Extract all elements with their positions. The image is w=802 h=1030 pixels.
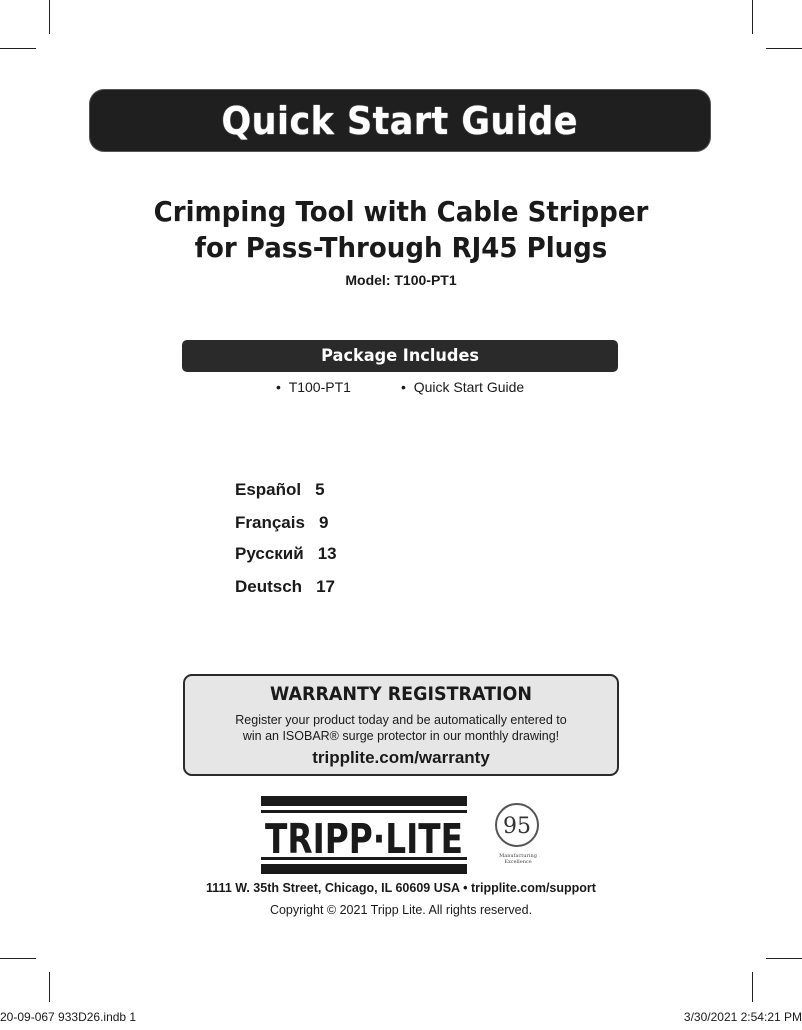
package-item: • T100-PT1 (276, 379, 351, 395)
warranty-title: WARRANTY REGISTRATION (269, 683, 533, 705)
language-page: 13 (317, 544, 337, 563)
language-name: Русский (235, 544, 304, 563)
crop-mark (0, 48, 36, 49)
model-number: Model: T100-PT1 (345, 272, 457, 288)
language-page: 9 (318, 513, 329, 532)
crop-mark (752, 972, 753, 1002)
language-entry[interactable] (235, 544, 337, 564)
crop-mark (766, 958, 802, 959)
package-item: • Quick Start Guide (401, 379, 525, 395)
seal-number: 95 (503, 814, 531, 839)
warranty-link[interactable]: tripplite.com/warranty (312, 748, 490, 767)
crop-mark (752, 0, 753, 34)
language-page: 5 (315, 480, 325, 499)
anniversary-seal (490, 802, 546, 872)
title-banner (90, 90, 710, 151)
package-includes-bar (182, 340, 618, 372)
svg-text:TRIPP·LITE: TRIPP·LITE (265, 815, 463, 863)
crop-mark (49, 972, 50, 1002)
product-title-line2: for Pass-Through RJ45 Plugs (194, 231, 608, 264)
language-name: Deutsch (235, 577, 303, 596)
warranty-line2: win an ISOBAR® surge protector in our monthly drawing! (242, 729, 560, 743)
crop-mark (49, 0, 50, 34)
guide-title: Quick Start Guide (221, 98, 579, 143)
package-item-label: T100-PT1 (288, 379, 351, 395)
warranty-line1: Register your product today and be automatically entered to (235, 713, 567, 727)
language-page: 17 (316, 577, 335, 596)
footer-file-info: 20-09-067 933D26.indb 1 (0, 1010, 137, 1024)
warranty-box (183, 674, 619, 776)
language-entry[interactable] (235, 513, 328, 533)
language-name: Español (235, 480, 302, 499)
copyright: Copyright © 2021 Tripp Lite. All rights reserved. (269, 903, 533, 917)
footer-timestamp: 3/30/2021 2:54:21 PM (683, 1010, 802, 1024)
language-entry[interactable] (235, 577, 335, 597)
seal-emblem (490, 802, 546, 848)
language-name: Français (235, 513, 305, 532)
language-entry[interactable] (235, 480, 325, 500)
tripp-lite-logo (261, 796, 467, 874)
crop-mark (0, 958, 36, 959)
crop-mark (766, 48, 802, 49)
seal-text: Manufacturing Excellence (499, 853, 537, 865)
package-item-label: Quick Start Guide (413, 379, 525, 395)
warranty-body (185, 712, 617, 744)
package-includes-title: Package Includes (321, 346, 479, 366)
company-address: 1111 W. 35th Street, Chicago, IL 60609 USA • tripplite.com/support (206, 881, 596, 895)
product-title-line1: Crimping Tool with Cable Stripper (153, 195, 649, 228)
